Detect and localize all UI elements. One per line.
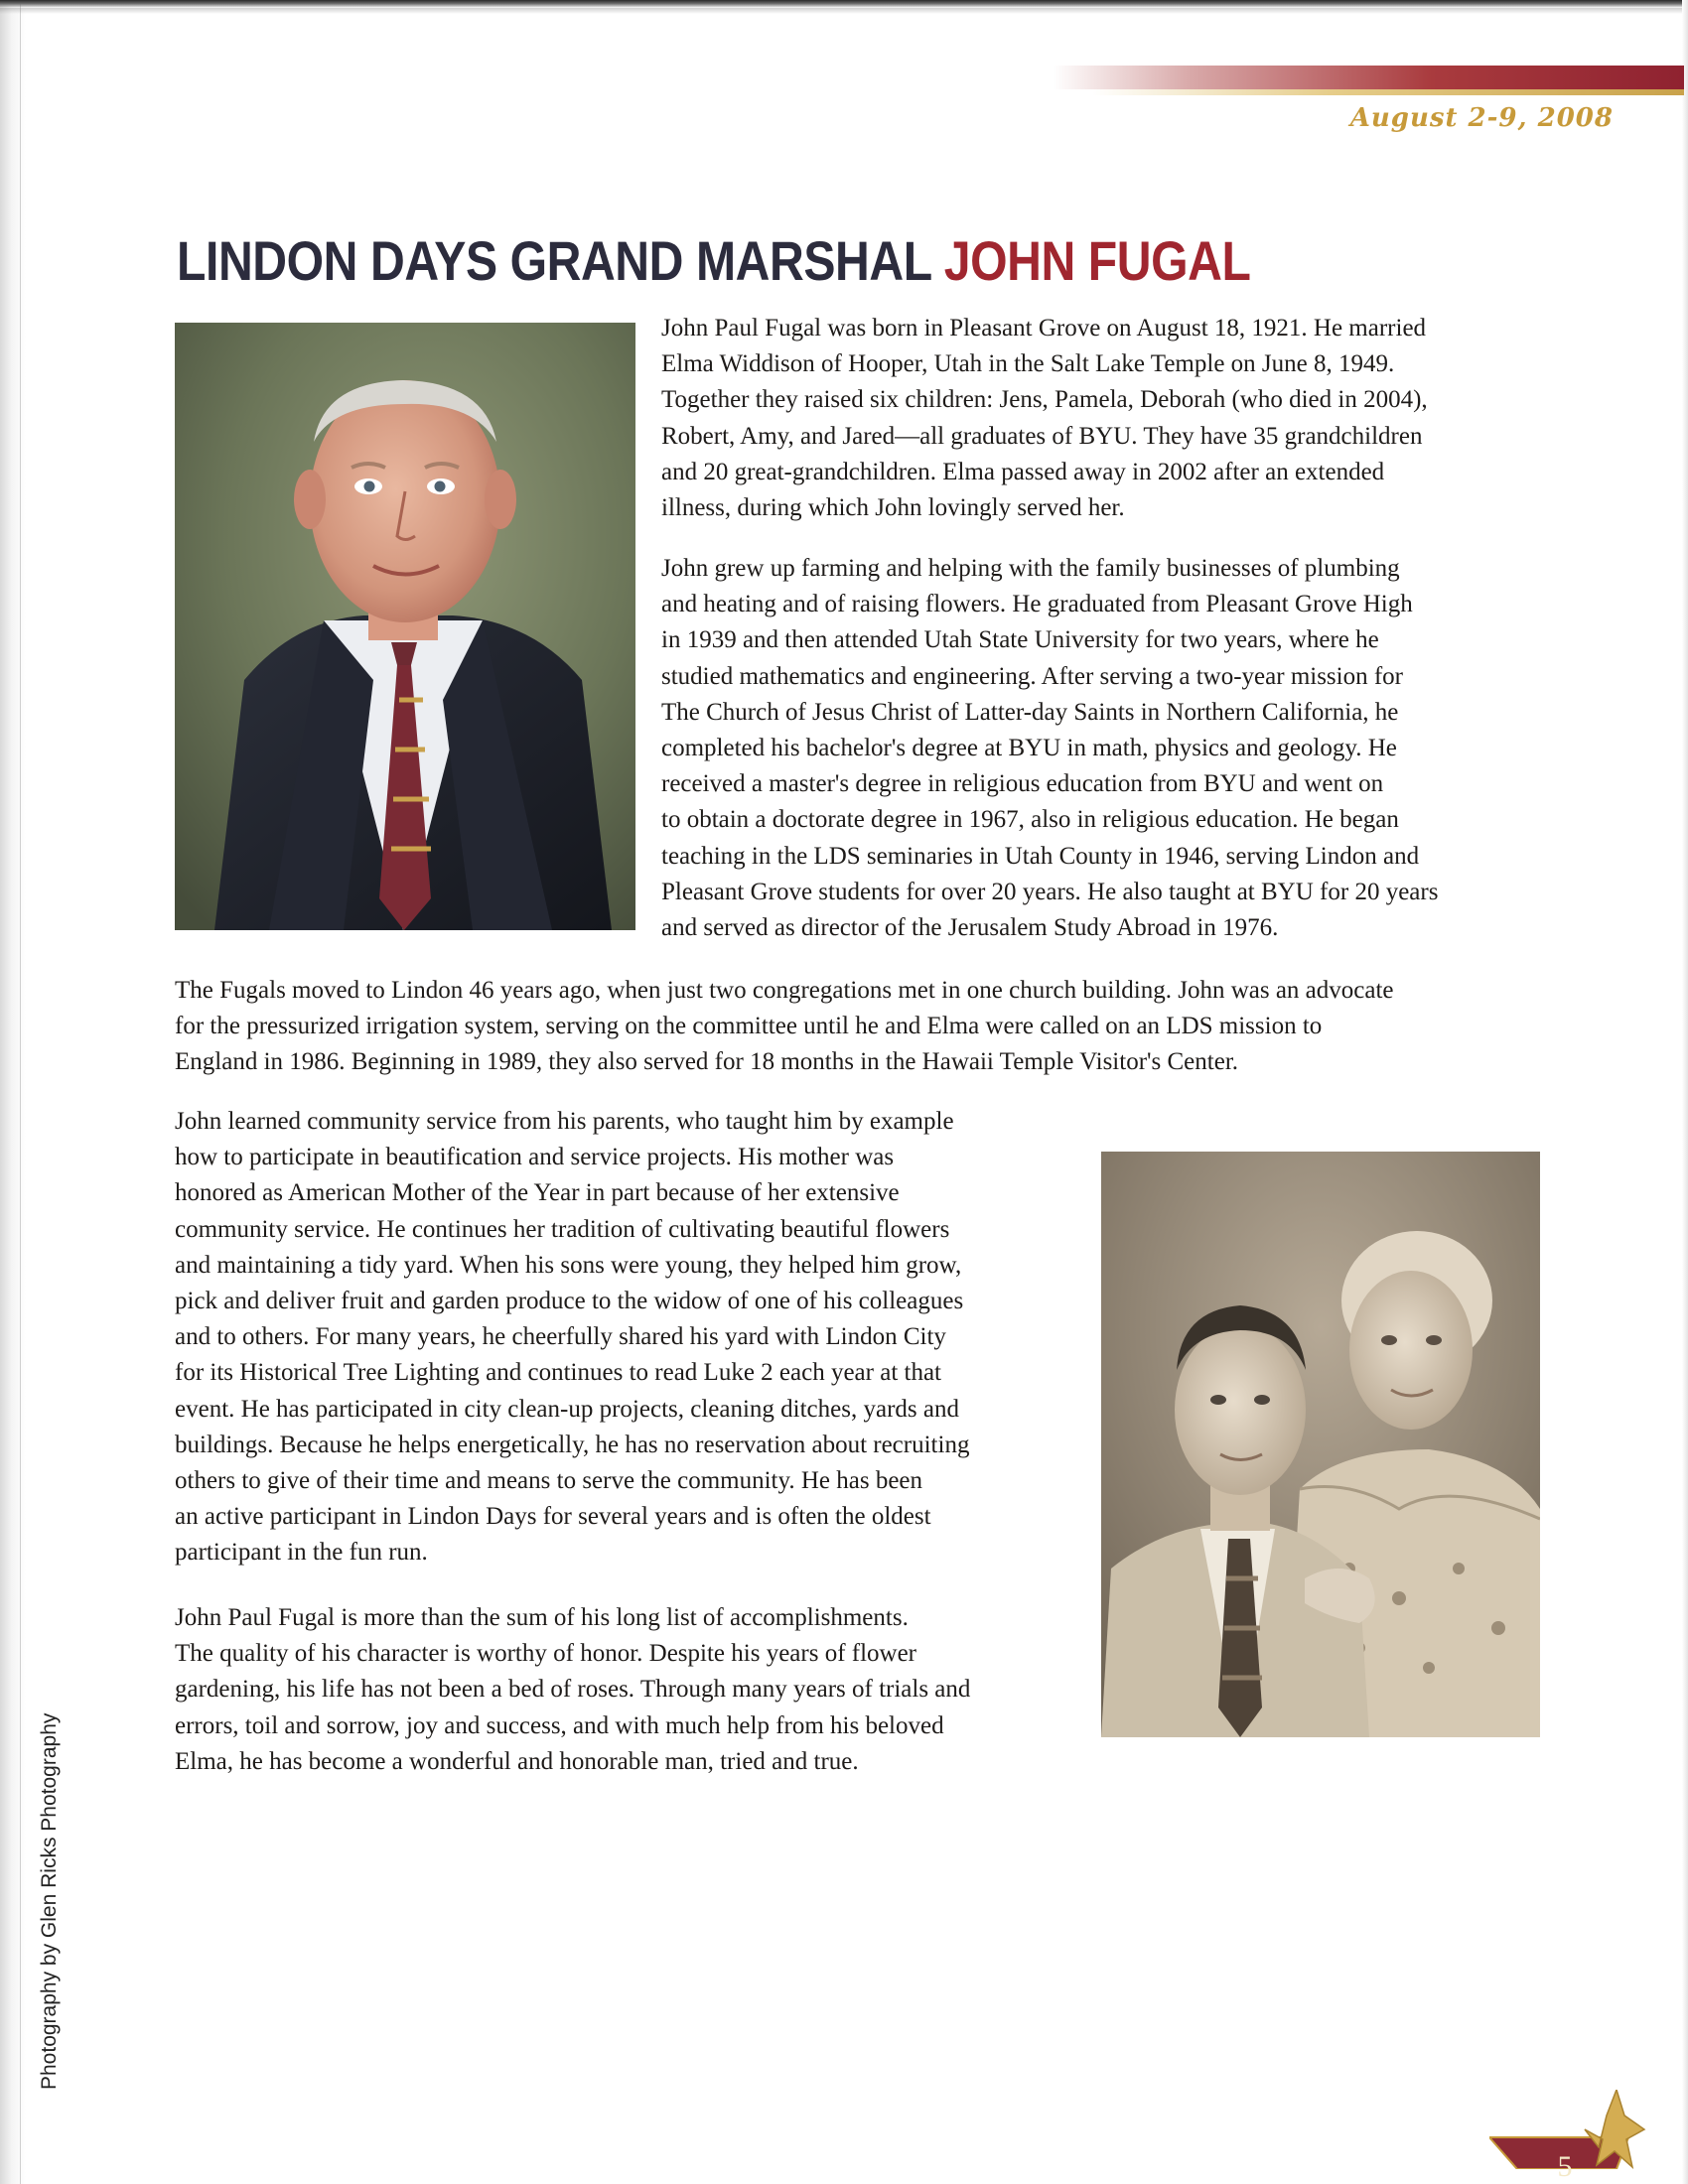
text-line: studied mathematics and engineering. After serving a two-year mission for	[661, 662, 1404, 690]
issue-date: August 2-9, 2008	[1349, 103, 1614, 133]
text-line: Together they raised six children: Jens, Pamela, Deborah (who died in 2004),	[661, 386, 1428, 414]
text-line: in 1939 and then attended Utah State University for two years, where he	[661, 626, 1379, 654]
text-line: honored as American Mother of the Year in part because of her extensive	[175, 1179, 900, 1207]
text-line: for its Historical Tree Lighting and continues to read Luke 2 each year at that	[175, 1359, 941, 1387]
text-line: received a master's degree in religious education from BYU and went on	[661, 770, 1384, 798]
text-line: gardening, his life has not been a bed of roses. Through many years of trials and	[175, 1676, 971, 1704]
text-line: event. He has participated in city clean-up projects, cleaning ditches, yards and	[175, 1395, 959, 1423]
text-line: how to participate in beautification and service projects. His mother was	[175, 1144, 895, 1171]
text-line: others to give of their time and means to serve the community. He has been	[175, 1467, 923, 1495]
text-line: teaching in the LDS seminaries in Utah County in 1946, serving Lindon and	[661, 842, 1420, 870]
text-line: Robert, Amy, and Jared—all graduates of BYU. They have 35 grandchildren	[661, 422, 1423, 450]
text-line: illness, during which John lovingly served her.	[661, 494, 1125, 522]
text-line: community service. He continues her tradition of cultivating beautiful flowers	[175, 1215, 950, 1243]
header-gold-bar	[1092, 89, 1684, 95]
text-line: completed his bachelor's degree at BYU in math, physics and geology. He	[661, 735, 1397, 762]
text-line: and heating and of raising flowers. He graduated from Pleasant Grove High	[661, 591, 1413, 618]
text-line: and maintaining a tidy yard. When his sons were young, they helped him grow,	[175, 1251, 962, 1279]
text-line: The quality of his character is worthy of honor. Despite his years of flower	[175, 1640, 917, 1668]
portrait-illustration	[175, 323, 635, 930]
title-prefix: LINDON DAYS GRAND MARSHAL	[177, 229, 932, 292]
couple-illustration	[1101, 1152, 1540, 1737]
text-line: John Paul Fugal is more than the sum of his long list of accomplishments.	[175, 1604, 909, 1631]
paragraph-character	[175, 1600, 1088, 1780]
text-line: to obtain a doctorate degree in 1967, also in religious education. He began	[661, 806, 1399, 834]
page-binding-shadow	[0, 0, 26, 2184]
text-line: The Church of Jesus Christ of Latter-day Saints in Northern California, he	[661, 698, 1399, 726]
text-line: John learned community service from his parents, who taught him by example	[175, 1108, 954, 1135]
text-line: John grew up farming and helping with the family businesses of plumbing	[661, 555, 1400, 582]
binding-line	[20, 0, 21, 2184]
text-line: Elma, he has become a wonderful and honorable man, tried and true.	[175, 1747, 859, 1775]
portrait-photo	[175, 323, 635, 930]
text-line: and 20 great-grandchildren. Elma passed away in 2002 after an extended	[661, 458, 1385, 485]
top-edge-shadow	[0, 0, 1688, 8]
header-red-bar	[1053, 66, 1684, 89]
text-line: an active participant in Lindon Days for several years and is often the oldest	[175, 1503, 931, 1531]
title-name: JOHN FUGAL	[943, 229, 1251, 292]
text-line: participant in the fun run.	[175, 1539, 428, 1567]
text-line: for the pressurized irrigation system, serving on the committee until he and Elma were called on an LDS mission to	[175, 1013, 1323, 1040]
text-line: and to others. For many years, he cheerfully shared his yard with Lindon City	[175, 1323, 946, 1351]
couple-photo	[1101, 1152, 1540, 1737]
text-line: Elma Widdison of Hooper, Utah in the Salt Lake Temple on June 8, 1949.	[661, 350, 1395, 378]
page-title	[177, 228, 1251, 293]
right-edge-shadow	[1682, 0, 1688, 2184]
text-line: and served as director of the Jerusalem Study Abroad in 1976.	[661, 914, 1279, 942]
page-number: 5	[1557, 2150, 1573, 2183]
text-line: pick and deliver fruit and garden produce to the widow of one of his colleagues	[175, 1288, 964, 1315]
text-line: The Fugals moved to Lindon 46 years ago, when just two congregations met in one church building. John was an advocate	[175, 977, 1394, 1004]
text-line: errors, toil and sorrow, joy and success, and with much help from his beloved	[175, 1711, 944, 1739]
paragraph-birth-family	[661, 311, 1555, 526]
top-edge-fade	[0, 8, 1688, 14]
text-line: Pleasant Grove students for over 20 years. He also taught at BYU for 20 years	[661, 878, 1439, 905]
paragraph-community-service	[175, 1104, 1088, 1571]
photo-credit: Photography by Glen Ricks Photography	[38, 1712, 61, 2090]
text-line: England in 1986. Beginning in 1989, they also served for 18 months in the Hawaii Temple Visitor's Center.	[175, 1048, 1239, 1076]
paragraph-education-career	[661, 551, 1555, 946]
text-line: buildings. Because he helps energetically, he has no reservation about recruiting	[175, 1431, 970, 1458]
paragraph-move-to-lindon	[175, 973, 1565, 1081]
text-line: John Paul Fugal was born in Pleasant Grove on August 18, 1921. He married	[661, 315, 1427, 341]
